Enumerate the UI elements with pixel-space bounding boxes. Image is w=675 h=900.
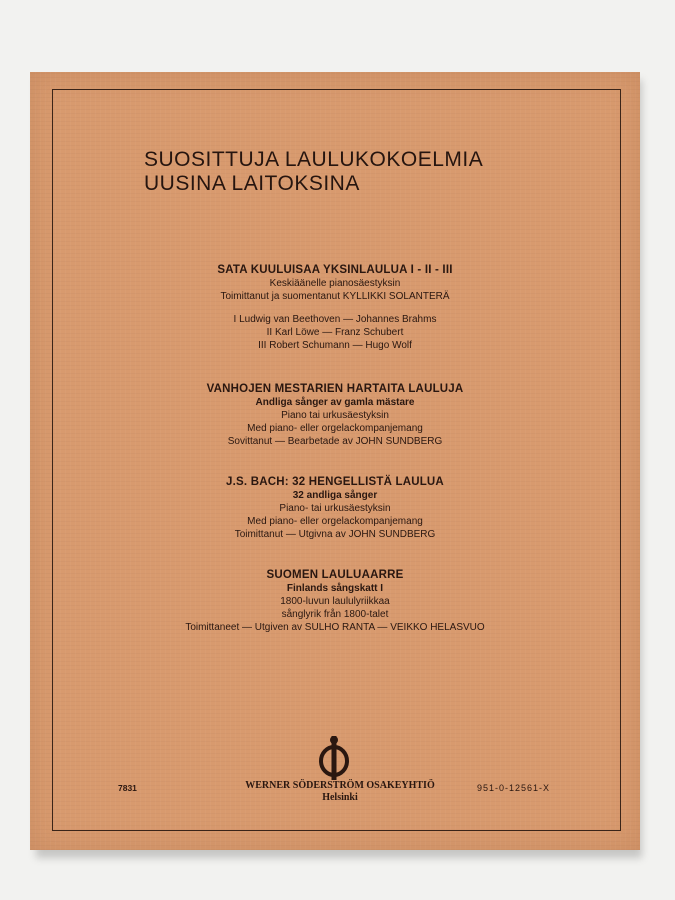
section-line: Keskiäänelle pianosäestyksin: [269, 278, 401, 289]
section-title: VANHOJEN MESTARIEN HARTAITA LAULUJA: [206, 383, 464, 395]
section-line: Toimittanut — Utgivna av JOHN SUNDBERG: [234, 529, 436, 540]
volume-line: I Ludwig van Beethoven — Johannes Brahms: [233, 314, 437, 325]
cover-border-frame: [52, 89, 621, 831]
section-line: Med piano- eller orgelackompanjemang: [247, 423, 423, 434]
volume-line: III Robert Schumann — Hugo Wolf: [258, 340, 412, 351]
section-sata-kuuluisaa: [30, 264, 640, 352]
section-title: J.S. BACH: 32 HENGELLISTÄ LAULUA: [226, 476, 444, 488]
section-title: SATA KUULUISAA YKSINLAULUA I - II - III: [217, 264, 453, 276]
publisher-name: WERNER SÖDERSTRÖM OSAKEYHTIÖ: [245, 780, 435, 791]
section-line: Toimittaneet — Utgiven av SULHO RANTA — VEIKKO HELASVUO: [185, 622, 485, 633]
title-line-2: UUSINA LAITOKSINA: [144, 172, 360, 195]
isbn-number: 951-0-12561-X: [477, 783, 551, 793]
section-subtitle: Andliga sånger av gamla mästare: [255, 397, 415, 408]
publisher-city: Helsinki: [322, 792, 358, 803]
section-subtitle: Finlands sångskatt I: [286, 583, 384, 594]
section-line: 1800-luvun laululyriikkaa: [280, 596, 390, 607]
section-line: sånglyrik från 1800-talet: [281, 609, 389, 620]
book-back-cover: [30, 72, 640, 850]
section-bach: [30, 476, 640, 541]
section-line: Piano tai urkusäestyksin: [281, 410, 389, 421]
section-line: Med piano- eller orgelackompanjemang: [247, 516, 423, 527]
section-line: Sovittanut — Bearbetade av JOHN SUNDBERG: [227, 436, 443, 447]
catalog-number: 7831: [118, 783, 137, 793]
section-title: SUOMEN LAULUAARRE: [266, 569, 404, 581]
section-suomen-lauluaarre: [30, 569, 640, 634]
section-line: Piano- tai urkusäestyksin: [279, 503, 391, 514]
section-line: Toimittanut ja suomentanut KYLLIKKI SOLANTERÄ: [220, 291, 450, 302]
publisher-logo-icon: [312, 734, 356, 782]
publisher-block: [220, 780, 460, 804]
volume-line: II Karl Löwe — Franz Schubert: [266, 327, 404, 338]
title-line-1: SUOSITTUJA LAULUKOKOELMIA: [144, 148, 484, 171]
section-subtitle: 32 andliga sånger: [292, 490, 378, 501]
cover-title: [144, 148, 564, 196]
section-vanhojen-mestarien: [30, 383, 640, 448]
